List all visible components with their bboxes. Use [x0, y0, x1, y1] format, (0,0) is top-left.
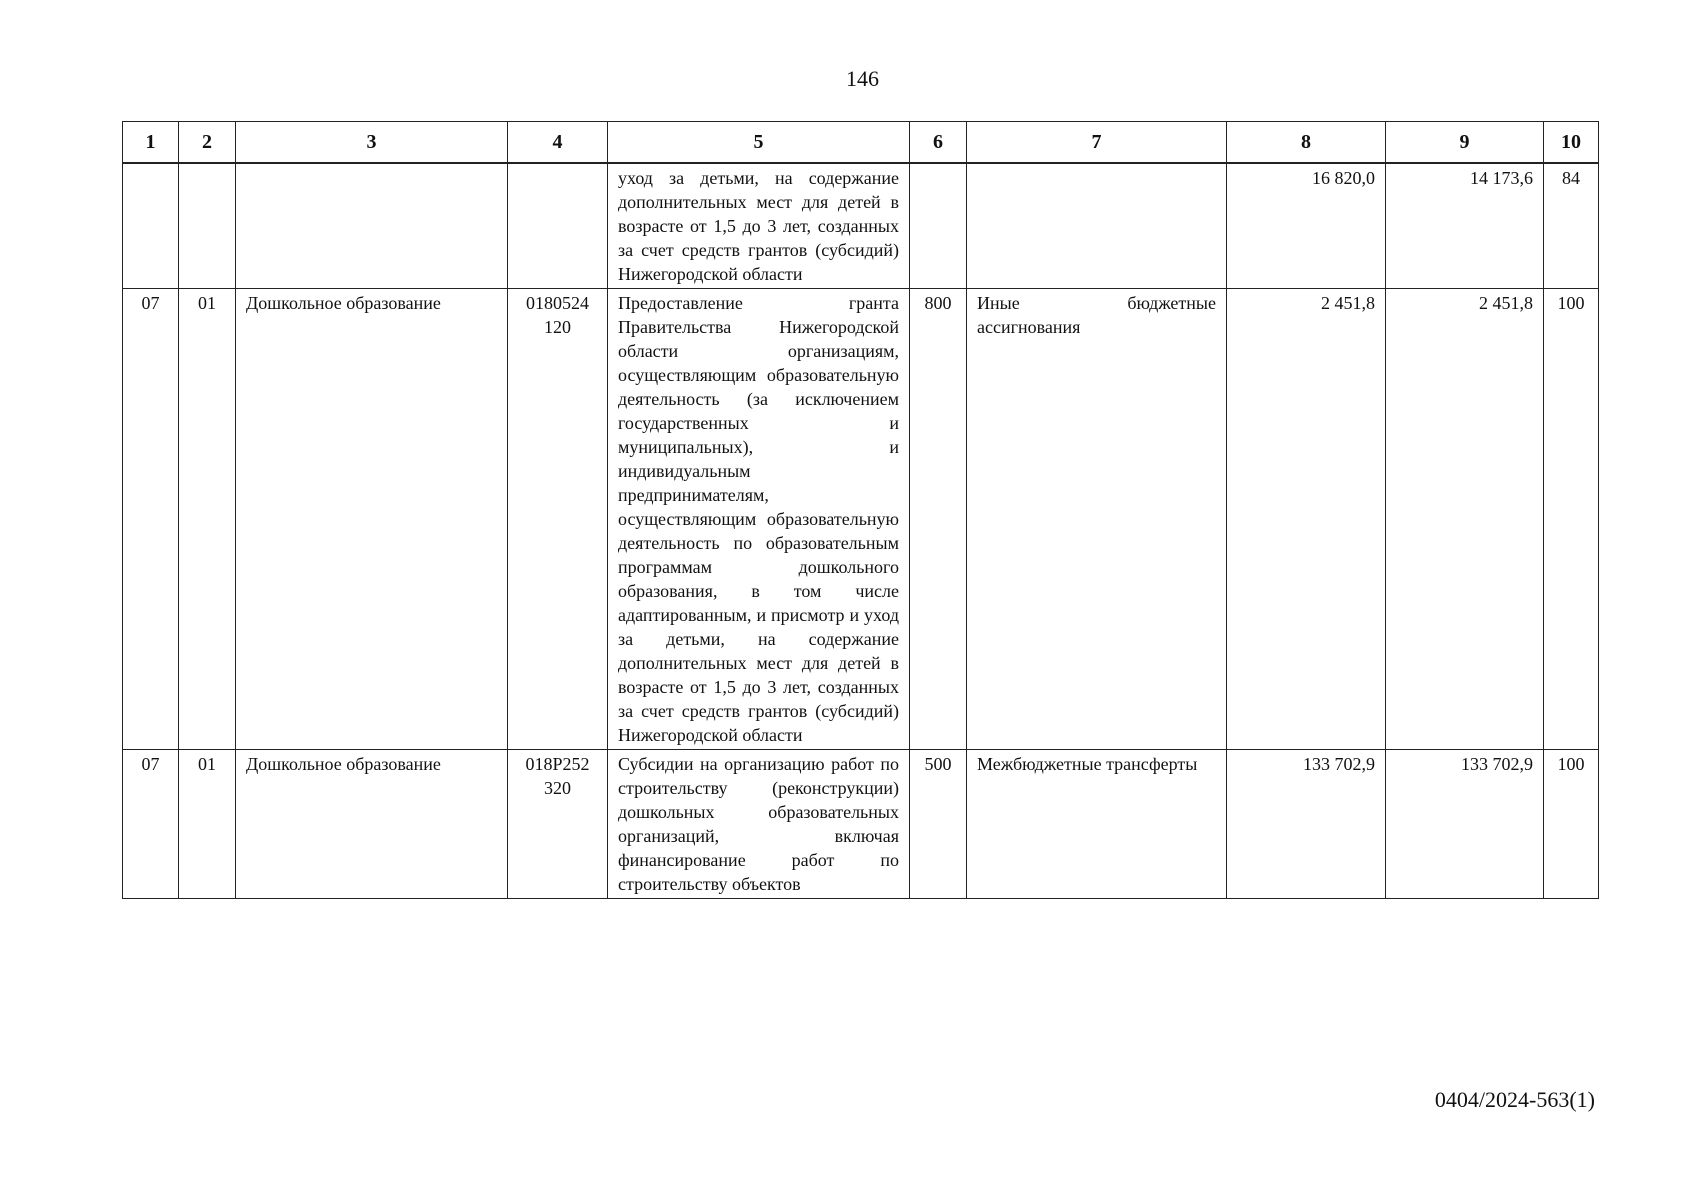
column-header-8: 8 [1227, 122, 1386, 164]
cell-section: 07 [123, 289, 179, 750]
cell-percent: 100 [1544, 289, 1599, 750]
cell-section-name [236, 163, 508, 289]
table-row [123, 750, 1599, 899]
cell-subsection: 01 [179, 750, 236, 899]
cell-expense-name: Иные бюджетные ассигнования [967, 289, 1227, 750]
table-row [123, 163, 1599, 289]
cell-target-code: 018Р252 320 [508, 750, 608, 899]
cell-target-code [508, 163, 608, 289]
page-number: 146 [846, 66, 879, 91]
cell-actual: 14 173,6 [1386, 163, 1544, 289]
cell-expense-type [910, 163, 967, 289]
column-header-10: 10 [1544, 122, 1599, 164]
cell-planned: 16 820,0 [1227, 163, 1386, 289]
cell-percent: 100 [1544, 750, 1599, 899]
cell-expense-type: 500 [910, 750, 967, 899]
cell-subsection: 01 [179, 289, 236, 750]
cell-section-name: Дошкольное образование [236, 750, 508, 899]
cell-section [123, 163, 179, 289]
cell-expense-type: 800 [910, 289, 967, 750]
header-row [123, 122, 1599, 164]
cell-planned: 133 702,9 [1227, 750, 1386, 899]
cell-expense-name: Межбюджетные трансферты [967, 750, 1227, 899]
cell-description: Предоставление гранта Правительства Нижегородской области организациям, осуществляющим образовательную деятельность (за исключением государственных и муниципальных), и индивидуальным предпринимателям, осуществляющим образовательную деятельность по образовательным программам дошкольного образования, в том числе адаптированным, и присмотр и уход за детьми, на содержание дополнительных мест для детей в возрасте от 1,5 до 3 лет, созданных за счет средств грантов (субсидий) Нижегородской области [608, 289, 910, 750]
budget-table [122, 121, 1599, 899]
cell-actual: 133 702,9 [1386, 750, 1544, 899]
cell-section-name: Дошкольное образование [236, 289, 508, 750]
column-header-9: 9 [1386, 122, 1544, 164]
document-code: 0404/2024-563(1) [1434, 1087, 1595, 1112]
column-header-6: 6 [910, 122, 967, 164]
cell-description: Субсидии на организацию работ по строительству (реконструкции) дошкольных образовательных организаций, включая финансирование работ по строительству объектов [608, 750, 910, 899]
cell-actual: 2 451,8 [1386, 289, 1544, 750]
column-header-4: 4 [508, 122, 608, 164]
column-header-3: 3 [236, 122, 508, 164]
cell-subsection [179, 163, 236, 289]
column-header-2: 2 [179, 122, 236, 164]
column-header-5: 5 [608, 122, 910, 164]
column-header-1: 1 [123, 122, 179, 164]
table-row [123, 289, 1599, 750]
column-header-7: 7 [967, 122, 1227, 164]
cell-expense-name [967, 163, 1227, 289]
cell-target-code: 0180524 120 [508, 289, 608, 750]
cell-percent: 84 [1544, 163, 1599, 289]
cell-description: уход за детьми, на содержание дополнительных мест для детей в возрасте от 1,5 до 3 лет, созданных за счет средств грантов (субсидий) Нижегородской области [608, 163, 910, 289]
cell-planned: 2 451,8 [1227, 289, 1386, 750]
cell-section: 07 [123, 750, 179, 899]
